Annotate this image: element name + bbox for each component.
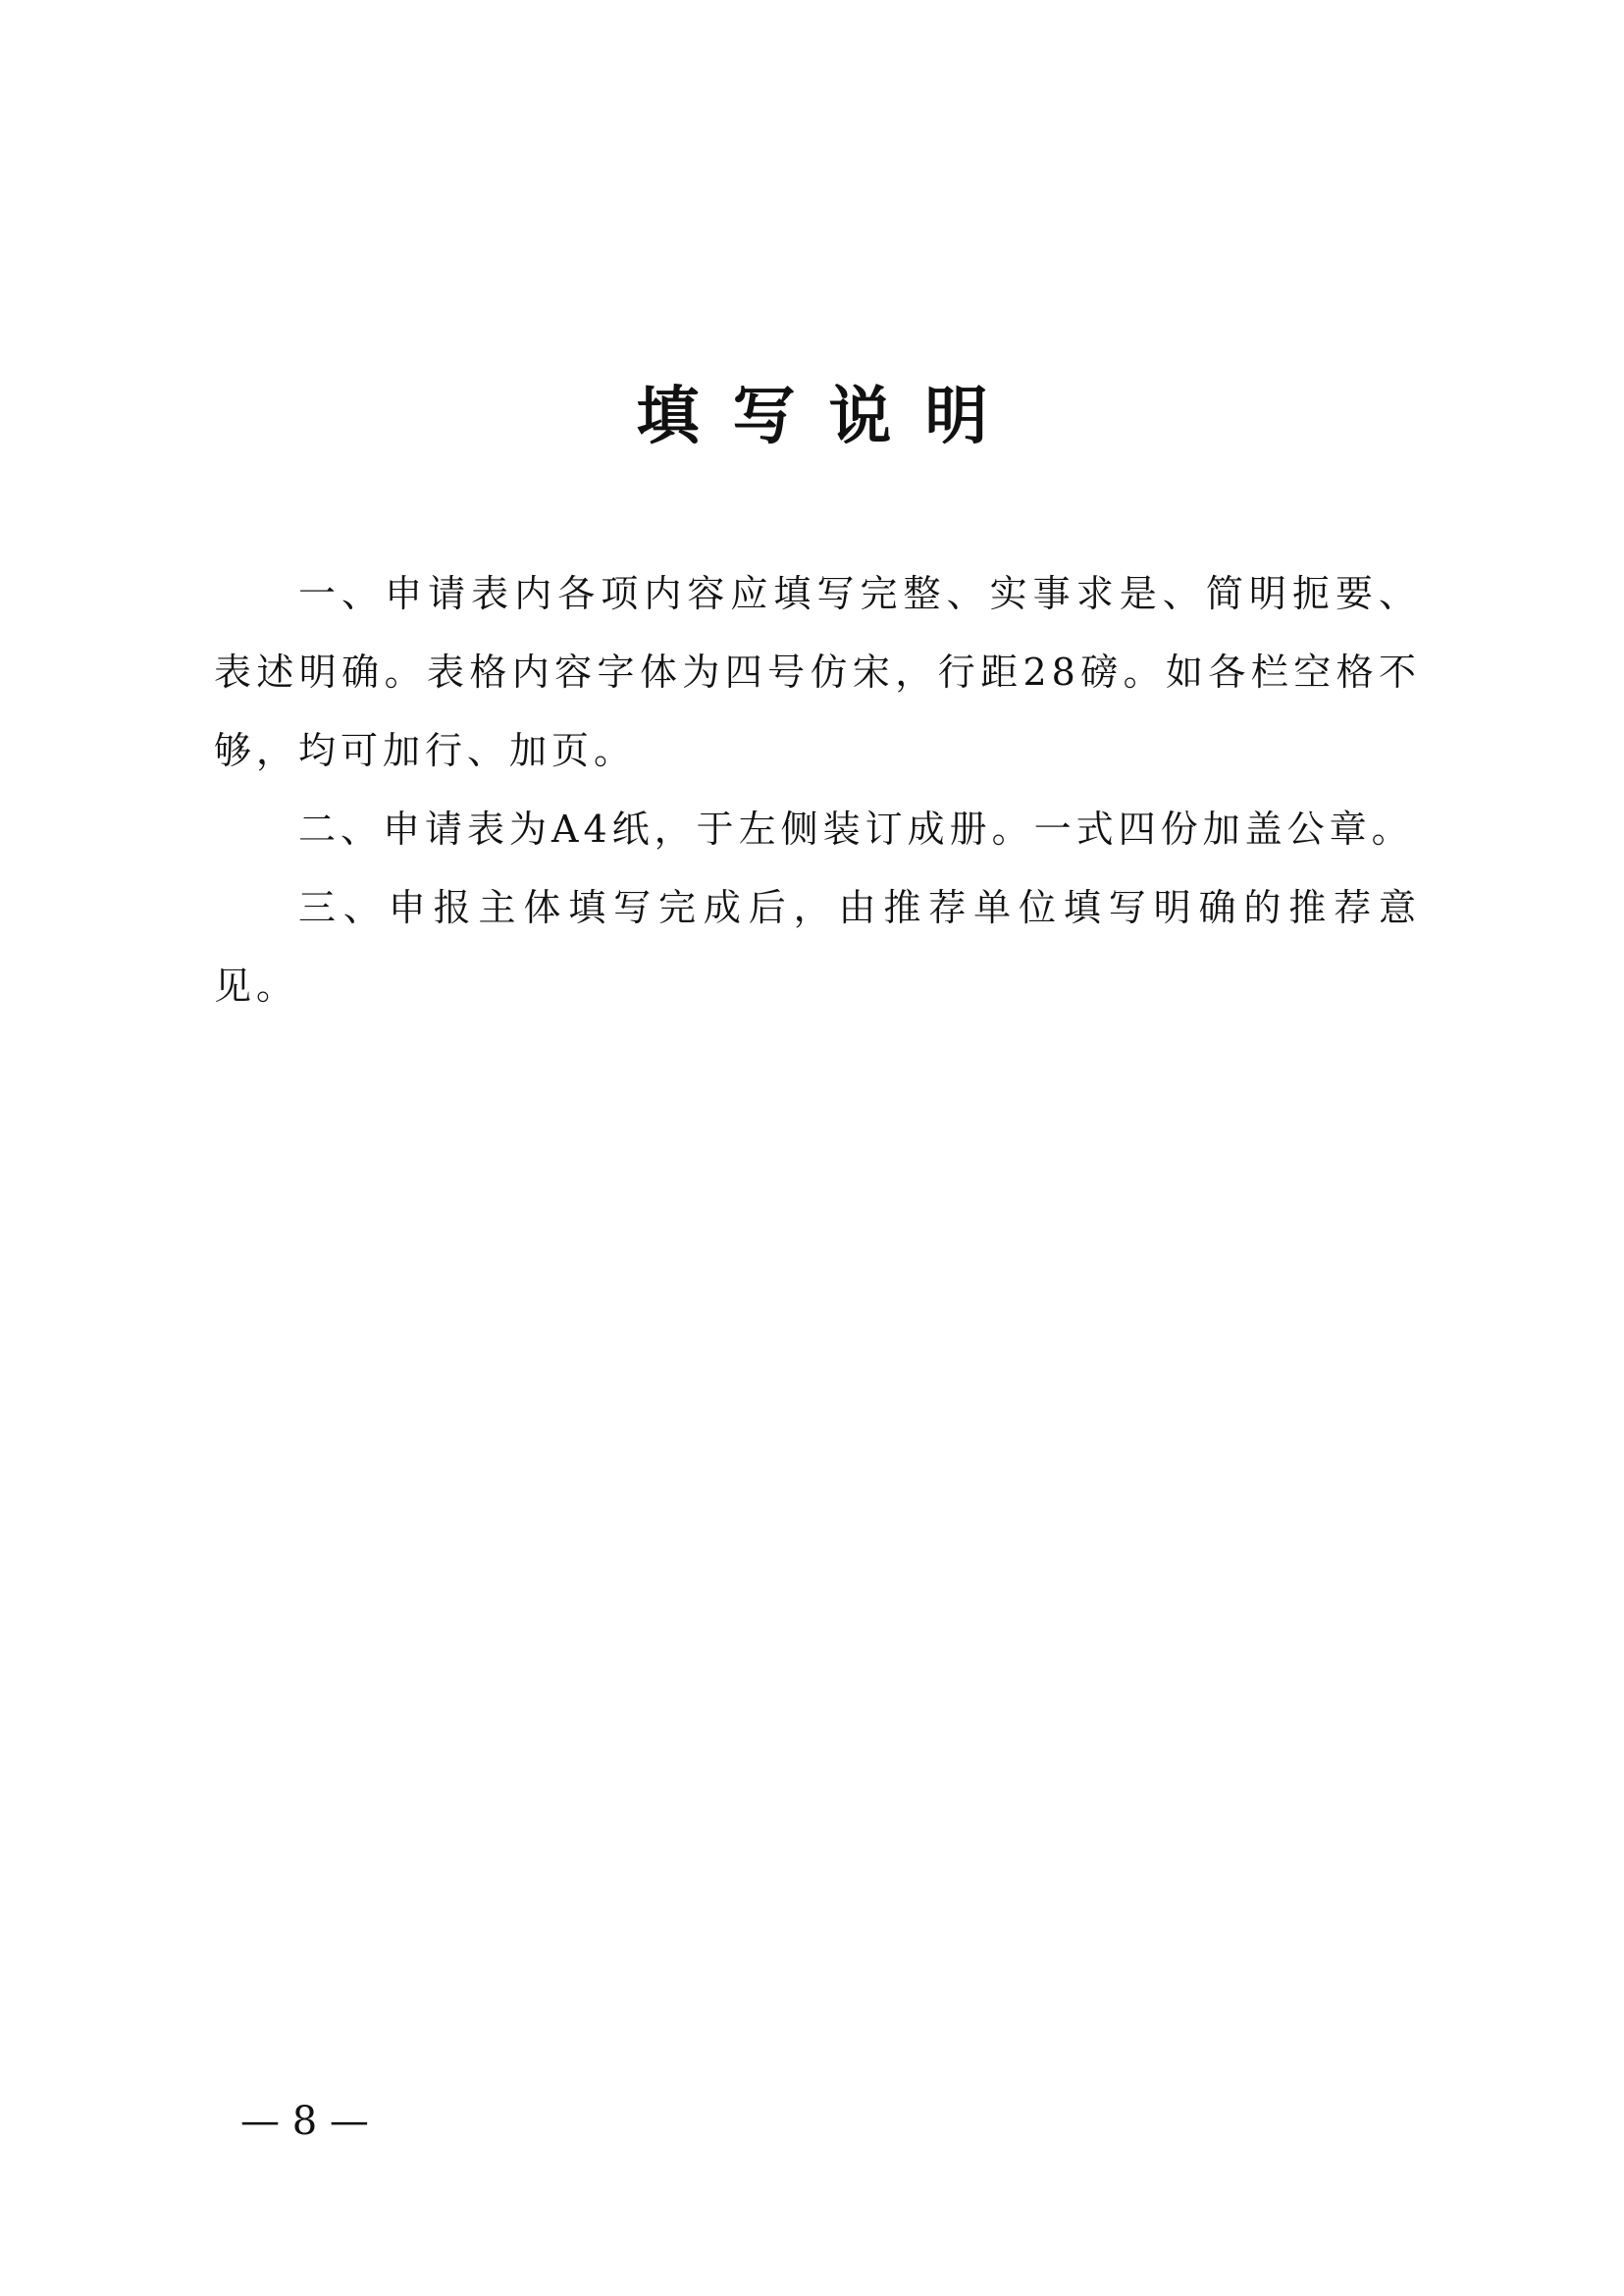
instruction-paragraph-3: 三、申报主体填写完成后，由推荐单位填写明确的推荐意见。 [214,886,1421,1008]
page-number: — 8 — [240,2099,369,2144]
instruction-paragraph-1: 一、申请表内各项内容应填写完整、实事求是、简明扼要、表述明确。表格内容字体为四号仿宋，行距28磅。如各栏空格不够，均可加行、加页。 [214,572,1421,772]
instructions-body [214,554,1421,1025]
page-title: 填写说明 [636,380,1022,453]
instruction-paragraph-2: 二、申请表为A4纸，于左侧装订成册。一式四份加盖公章。 [298,808,1414,851]
